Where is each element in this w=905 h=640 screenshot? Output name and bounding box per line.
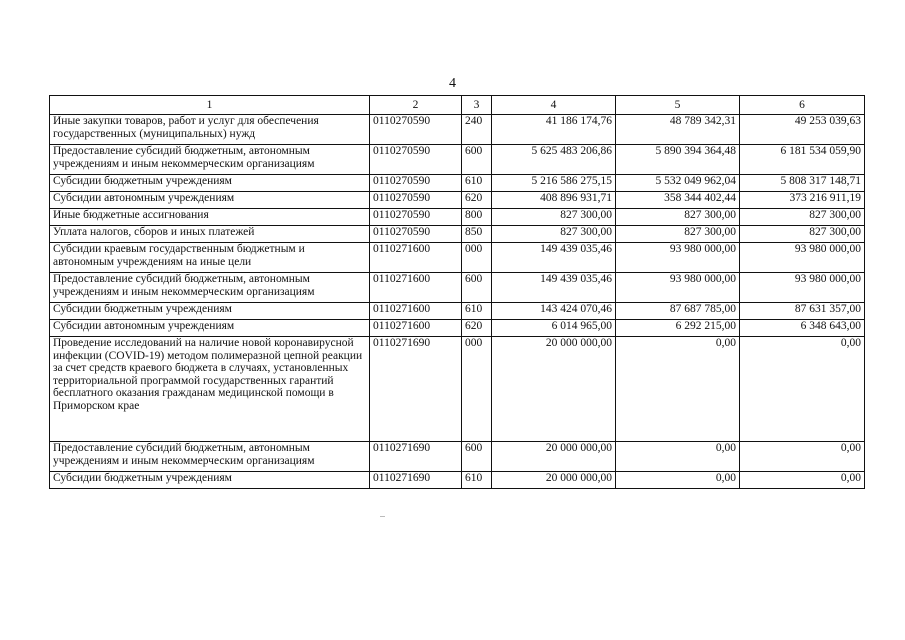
row-amount-col4: 408 896 931,71	[492, 192, 616, 209]
row-amount-col5: 827 300,00	[616, 226, 740, 243]
row-name: Субсидии краевым государственным бюджетным и автономным учреждениям на иные цели	[50, 243, 370, 273]
row-expense-type: 000	[462, 337, 492, 442]
row-amount-col4: 5 216 586 275,15	[492, 175, 616, 192]
row-target-code: 0110271600	[370, 320, 462, 337]
row-target-code: 0110270590	[370, 192, 462, 209]
row-amount-col4: 6 014 965,00	[492, 320, 616, 337]
row-name: Уплата налогов, сборов и иных платежей	[50, 226, 370, 243]
row-amount-col4: 149 439 035,46	[492, 273, 616, 303]
row-amount-col4: 827 300,00	[492, 209, 616, 226]
row-amount-col6: 5 808 317 148,71	[740, 175, 865, 192]
row-target-code: 0110270590	[370, 145, 462, 175]
column-header: 1	[50, 96, 370, 115]
row-target-code: 0110270590	[370, 175, 462, 192]
table-row	[50, 243, 865, 273]
row-amount-col4: 5 625 483 206,86	[492, 145, 616, 175]
table-row	[50, 303, 865, 320]
row-amount-col6: 6 181 534 059,90	[740, 145, 865, 175]
table-row	[50, 320, 865, 337]
row-amount-col4: 20 000 000,00	[492, 337, 616, 442]
row-name: Иные закупки товаров, работ и услуг для обеспечения государственных (муниципальных) нужд	[50, 115, 370, 145]
row-expense-type: 850	[462, 226, 492, 243]
table-row	[50, 175, 865, 192]
column-header: 6	[740, 96, 865, 115]
column-header: 2	[370, 96, 462, 115]
row-name: Предоставление субсидий бюджетным, автономным учреждениям и иным некоммерческим организациям	[50, 442, 370, 472]
row-target-code: 0110271690	[370, 472, 462, 489]
scan-mark	[380, 516, 385, 517]
row-amount-col6: 6 348 643,00	[740, 320, 865, 337]
row-amount-col6: 0,00	[740, 337, 865, 442]
row-expense-type: 610	[462, 303, 492, 320]
row-amount-col5: 0,00	[616, 337, 740, 442]
table-row	[50, 115, 865, 145]
row-amount-col6: 0,00	[740, 442, 865, 472]
row-name: Предоставление субсидий бюджетным, автономным учреждениям и иным некоммерческим организациям	[50, 145, 370, 175]
row-name: Субсидии автономным учреждениям	[50, 320, 370, 337]
row-target-code: 0110271690	[370, 337, 462, 442]
row-name: Иные бюджетные ассигнования	[50, 209, 370, 226]
row-amount-col4: 143 424 070,46	[492, 303, 616, 320]
column-header: 3	[462, 96, 492, 115]
row-amount-col5: 358 344 402,44	[616, 192, 740, 209]
row-expense-type: 800	[462, 209, 492, 226]
table-row	[50, 192, 865, 209]
row-expense-type: 610	[462, 175, 492, 192]
row-name: Субсидии бюджетным учреждениям	[50, 472, 370, 489]
table-row	[50, 145, 865, 175]
table-row	[50, 273, 865, 303]
row-amount-col4: 20 000 000,00	[492, 442, 616, 472]
row-amount-col5: 0,00	[616, 472, 740, 489]
row-expense-type: 600	[462, 145, 492, 175]
row-name: Проведение исследований на наличие новой коронавирусной инфекции (COVID-19) методом полимеразной цепной реакции за счет средств краевого бюджета в случаях, установленных территориальной программой государственных гарантий бесплатного оказания гражданам медицинской помощи в Приморском крае	[50, 337, 370, 442]
row-amount-col5: 827 300,00	[616, 209, 740, 226]
row-expense-type: 620	[462, 320, 492, 337]
row-amount-col6: 93 980 000,00	[740, 243, 865, 273]
row-name: Субсидии автономным учреждениям	[50, 192, 370, 209]
row-amount-col4: 20 000 000,00	[492, 472, 616, 489]
column-header: 4	[492, 96, 616, 115]
row-amount-col5: 0,00	[616, 442, 740, 472]
budget-table	[49, 95, 865, 489]
row-amount-col6: 827 300,00	[740, 226, 865, 243]
row-amount-col6: 373 216 911,19	[740, 192, 865, 209]
row-expense-type: 600	[462, 273, 492, 303]
row-amount-col5: 48 789 342,31	[616, 115, 740, 145]
row-amount-col5: 5 532 049 962,04	[616, 175, 740, 192]
row-target-code: 0110271600	[370, 273, 462, 303]
row-amount-col5: 6 292 215,00	[616, 320, 740, 337]
row-target-code: 0110271690	[370, 442, 462, 472]
row-name: Предоставление субсидий бюджетным, автономным учреждениям и иным некоммерческим организациям	[50, 273, 370, 303]
row-target-code: 0110270590	[370, 115, 462, 145]
row-amount-col5: 93 980 000,00	[616, 273, 740, 303]
row-expense-type: 600	[462, 442, 492, 472]
row-name: Субсидии бюджетным учреждениям	[50, 303, 370, 320]
column-header: 5	[616, 96, 740, 115]
row-target-code: 0110271600	[370, 243, 462, 273]
row-amount-col6: 827 300,00	[740, 209, 865, 226]
row-expense-type: 620	[462, 192, 492, 209]
table-row	[50, 337, 865, 442]
row-amount-col5: 87 687 785,00	[616, 303, 740, 320]
row-target-code: 0110271600	[370, 303, 462, 320]
row-amount-col5: 5 890 394 364,48	[616, 145, 740, 175]
row-name: Субсидии бюджетным учреждениям	[50, 175, 370, 192]
row-amount-col4: 827 300,00	[492, 226, 616, 243]
table-row	[50, 209, 865, 226]
row-expense-type: 240	[462, 115, 492, 145]
row-amount-col6: 87 631 357,00	[740, 303, 865, 320]
page-number: 4	[449, 76, 456, 91]
table-row	[50, 442, 865, 472]
table-row	[50, 226, 865, 243]
row-target-code: 0110270590	[370, 226, 462, 243]
row-expense-type: 000	[462, 243, 492, 273]
row-amount-col5: 93 980 000,00	[616, 243, 740, 273]
row-target-code: 0110270590	[370, 209, 462, 226]
row-amount-col6: 93 980 000,00	[740, 273, 865, 303]
row-expense-type: 610	[462, 472, 492, 489]
table-row	[50, 472, 865, 489]
row-amount-col6: 49 253 039,63	[740, 115, 865, 145]
table-header-row	[50, 96, 865, 115]
row-amount-col4: 41 186 174,76	[492, 115, 616, 145]
row-amount-col4: 149 439 035,46	[492, 243, 616, 273]
row-amount-col6: 0,00	[740, 472, 865, 489]
